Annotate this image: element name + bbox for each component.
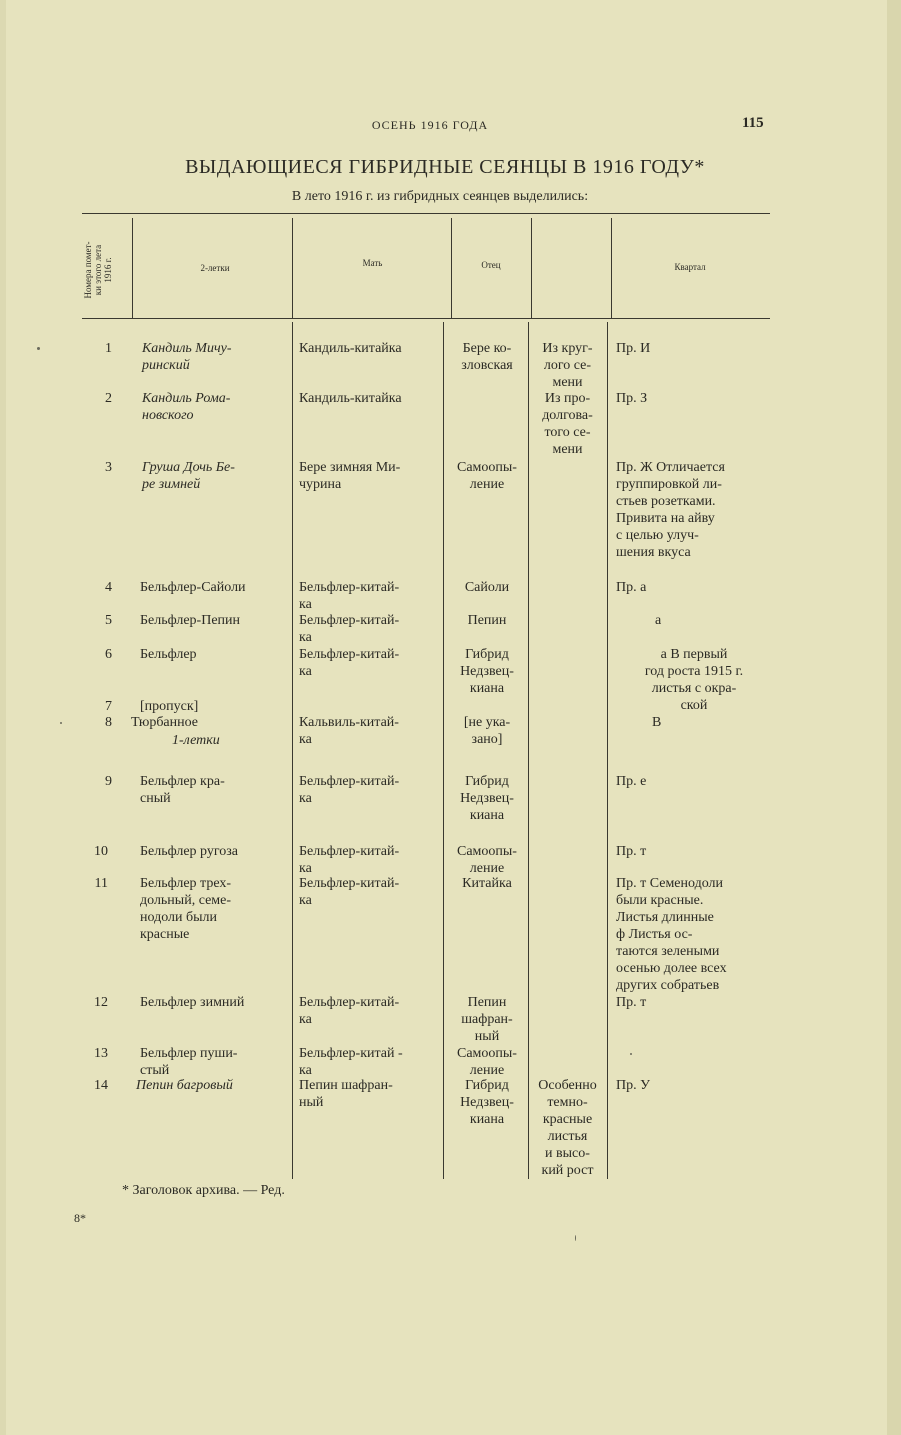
row-number: 3	[105, 460, 112, 475]
column-divider	[292, 322, 293, 1179]
header-mother: Мать	[362, 258, 383, 268]
mother-cell: Кальвиль-китай- ка	[299, 715, 399, 747]
variety-name: [пропуск]	[140, 699, 199, 714]
variety-name: Тюрбанное	[131, 715, 199, 730]
column-divider	[607, 322, 608, 1179]
mother-cell: Кандиль-китайка	[299, 391, 402, 406]
quarter-cell: Пр. З	[616, 391, 648, 406]
father-cell: [не ука- зано]	[463, 715, 511, 747]
paper-speck	[630, 1053, 632, 1055]
father-cell: Самоопы- ление	[457, 844, 517, 876]
quarter-cell: Пр. У	[616, 1078, 651, 1093]
variety-subtitle: 1-летки	[172, 733, 220, 748]
variety-name: Бельфлер трех- дольный, семе- нодоли были красные	[140, 876, 232, 942]
father-cell: Гибрид Недзвец- киана	[460, 774, 514, 823]
row-number: 7	[105, 699, 112, 714]
variety-name: Бельфлер-Сайоли	[140, 580, 246, 595]
father-cell: Пепин	[467, 613, 507, 628]
table-top-rule	[82, 213, 770, 214]
running-head: ОСЕНЬ 1916 ГОДА	[371, 118, 489, 132]
note-cell: Из круг- лого се- мени	[542, 341, 593, 390]
variety-name: Пепин багровый	[136, 1078, 233, 1093]
father-cell: Самоопы- ление	[457, 460, 517, 492]
mother-cell: Бельфлер-китай- ка	[299, 876, 400, 908]
row-number: 10	[94, 844, 108, 859]
page-number: 115	[742, 115, 764, 131]
variety-name: Бельфлер ругоза	[140, 844, 238, 859]
mother-cell: Кандиль-китайка	[299, 341, 402, 356]
paper-speck	[37, 347, 40, 350]
signature-mark: 8*	[74, 1211, 86, 1225]
father-cell: Гибрид Недзвец- киана	[460, 647, 514, 696]
paper-speck	[575, 1235, 576, 1241]
father-cell: Самоопы- ление	[457, 1046, 517, 1078]
row-number: 1	[105, 341, 112, 356]
mother-cell: Бельфлер-китай- ка	[299, 844, 400, 876]
quarter-cell: В	[652, 715, 662, 730]
header-variety: 2-летки	[200, 263, 230, 273]
table-header-rule	[82, 318, 770, 319]
variety-name: Бельфлер зимний	[140, 995, 245, 1010]
column-divider	[451, 218, 452, 318]
mother-cell: Бельфлер-китай- ка	[299, 995, 400, 1027]
mother-cell: Бельфлер-китай- ка	[299, 613, 400, 645]
variety-name: Бельфлер кра- сный	[140, 774, 225, 806]
variety-name: Бельфлер	[140, 647, 197, 662]
variety-name: Кандиль Рома- новского	[142, 391, 231, 423]
quarter-cell: Пр. Ж Отличается группировкой ли- стьев розетками. Привита на айву с целью улуч- шения вкуса	[616, 460, 725, 560]
variety-name: Груша Дочь Бе- ре зимней	[142, 460, 235, 492]
row-number: 6	[105, 647, 112, 662]
column-divider	[132, 218, 133, 318]
column-divider	[611, 218, 612, 318]
quarter-cell: Пр. е	[616, 774, 647, 789]
page-title: ВЫДАЮЩИЕСЯ ГИБРИДНЫЕ СЕЯНЦЫ В 1916 ГОДУ*	[185, 156, 705, 178]
row-number: 13	[94, 1046, 108, 1061]
column-divider	[292, 218, 293, 318]
header-number: Номера помет- ки этого лета 1916 г.	[83, 241, 113, 299]
footnote: * Заголовок архива. — Ред.	[122, 1183, 285, 1198]
row-number: 11	[94, 876, 108, 891]
father-cell: Сайоли	[464, 580, 510, 595]
father-cell: Бере ко- зловская	[461, 341, 513, 373]
header-quarter: Квартал	[674, 262, 706, 272]
mother-cell: Бельфлер-китай - ка	[299, 1046, 403, 1078]
quarter-cell: а	[655, 613, 662, 628]
father-cell: Китайка	[462, 876, 512, 891]
quarter-cell: Пр. И	[616, 341, 651, 356]
note-cell: Особенно темно- красные листья и высо- кий рост	[538, 1078, 597, 1178]
mother-cell: Бельфлер-китай- ка	[299, 580, 400, 612]
mother-cell: Бельфлер-китай- ка	[299, 774, 400, 806]
quarter-cell: Пр. т	[616, 995, 647, 1010]
variety-name: Кандиль Мичу- ринский	[142, 341, 232, 373]
row-number: 8	[105, 715, 112, 730]
row-number: 9	[105, 774, 112, 789]
paper-speck	[60, 722, 62, 724]
quarter-cell: Пр. а	[616, 580, 647, 595]
quarter-cell: Пр. т Семенодоли были красные. Листья длинные ф Листья ос- таются зелеными осенью долее всех других собратьев	[616, 876, 727, 993]
row-number: 5	[105, 613, 112, 628]
father-cell: Гибрид Недзвец- киана	[460, 1078, 514, 1127]
row-number: 12	[94, 995, 108, 1010]
row-number: 4	[105, 580, 112, 595]
row-number: 14	[94, 1078, 108, 1093]
quarter-cell: Пр. т	[616, 844, 647, 859]
quarter-cell: а В первый год роста 1915 г. листья с окра- ской	[644, 647, 744, 713]
row-number: 2	[105, 391, 112, 406]
mother-cell: Бере зимняя Ми- чурина	[299, 460, 401, 492]
column-divider	[531, 218, 532, 318]
father-cell: Пепин шафран- ный	[461, 995, 513, 1044]
mother-cell: Пепин шафран- ный	[299, 1078, 393, 1110]
header-father: Отец	[481, 260, 501, 270]
variety-name: Бельфлер-Пепин	[140, 613, 241, 628]
mother-cell: Бельфлер-китай- ка	[299, 647, 400, 679]
note-cell: Из про- долгова- того се- мени	[542, 391, 593, 457]
subtitle: В лето 1916 г. из гибридных сеянцев выделились:	[291, 189, 589, 204]
variety-name: Бельфлер пуши- стый	[140, 1046, 238, 1078]
